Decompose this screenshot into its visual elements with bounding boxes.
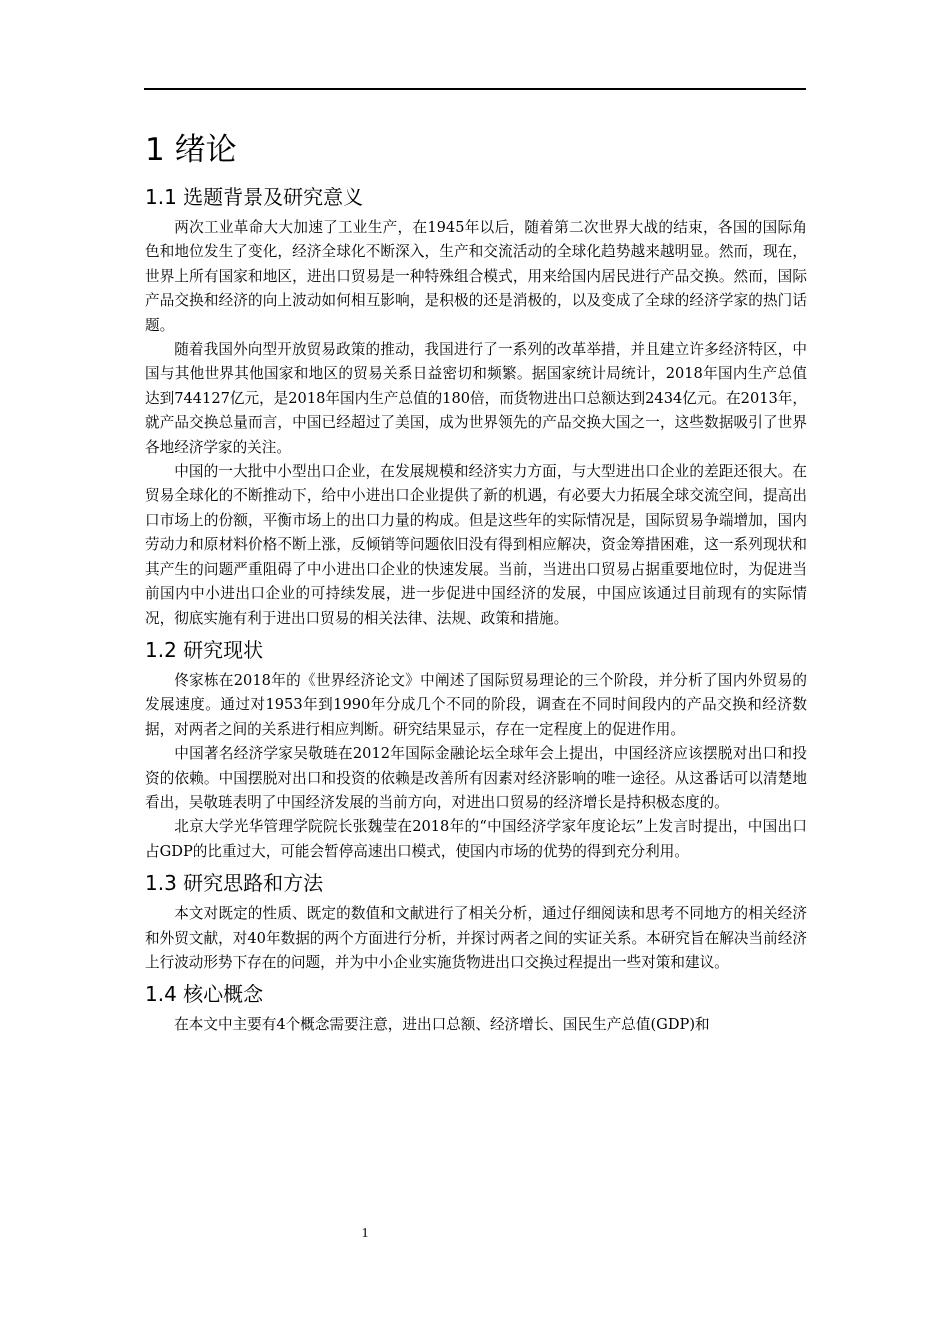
section-heading-1-2: 1.2 研究现状 (145, 637, 264, 662)
section-heading-1-4: 1.4 核心概念 (145, 982, 264, 1007)
section-heading-1-3: 1.3 研究思路和方法 (145, 871, 324, 896)
page-number: 1 (361, 1226, 369, 1241)
page-body (145, 124, 807, 1038)
paragraph: 在本文中主要有4个概念需要注意，进出口总额、经济增长、国民生产总值(GDP)和 (174, 1016, 710, 1034)
paragraph: 两次工业革命大大加速了工业生产，在1945年以后，随着第二次世界大战的结束，各国的国际角色和地位发生了变化，经济全球化不断深入，生产和交流活动的全球化趋势越来越明显。然而，现在，世界上所有国家和地区，进出口贸易是一种特殊组合模式，用来给国内居民进行产品交换。然而，国际产品交换和经济的向上波动如何相互影响，是积极的还是消极的，以及变成了全球的经济学家的热门话题。 (145, 219, 807, 334)
header-rule (144, 88, 806, 90)
paragraph: 本文对既定的性质、既定的数值和文献进行了相关分析，通过仔细阅读和思考不同地方的相关经济和外贸文献，对40年数据的两个方面进行分析，并探讨两者之间的实证关系。本研究旨在解决当前经济上行波动形势下存在的问题，并为中小企业实施货物进出口交换过程提出一些对策和建议。 (145, 905, 807, 971)
paragraph: 随着我国外向型开放贸易政策的推动，我国进行了一系列的改革举措，并且建立许多经济特区，中国与其他世界其他国家和地区的贸易关系日益密切和频繁。据国家统计局统计，2018年国内生产总值达到744127亿元，是2018年国内生产总值的180倍，而货物进出口总额达到2434亿元。在2013年，就产品交换总量而言，中国已经超过了美国，成为世界领先的产品交换大国之一，这些数据吸引了世界各地经济学家的关注。 (145, 341, 807, 456)
paragraph: 中国著名经济学家吴敬琏在2012年国际金融论坛全球年会上提出，中国经济应该摆脱对出口和投资的依赖。中国摆脱对出口和投资的依赖是改善所有因素对经济影响的唯一途径。从这番话可以清楚地看出，吴敬琏表明了中国经济发展的当前方向，对进出口贸易的经济增长是持积极态度的。 (145, 745, 807, 811)
chapter-title: 1 绪论 (145, 132, 237, 168)
paragraph: 中国的一大批中小型出口企业，在发展规模和经济实力方面，与大型进出口企业的差距还很大。在贸易全球化的不断推动下，给中小进出口企业提供了新的机遇，有必要大力拓展全球交流空间，提高出口市场上的份额，平衡市场上的出口力量的构成。但是这些年的实际情况是，国际贸易争端增加，国内劳动力和原材料价格不断上涨，反倾销等问题依旧没有得到相应解决，资金筹措困难，这一系列现状和其产生的问题严重阻碍了中小进出口企业的快速发展。当前，当进出口贸易占据重要地位时，为促进当前国内中小进出口企业的可持续发展，进一步促进中国经济的发展，中国应该通过目前现有的实际情况，彻底实施有利于进出口贸易的相关法律、法规、政策和措施。 (145, 463, 807, 627)
paragraph: 北京大学光华管理学院院长张魏莹在2018年的“中国经济学家年度论坛”上发言时提出，中国出口占GDP的比重过大，可能会暂停高速出口模式，使国内市场的优势的得到充分利用。 (145, 818, 807, 860)
paragraph: 佟家栋在2018年的《世界经济论文》中阐述了国际贸易理论的三个阶段，并分析了国内外贸易的发展速度。通过对1953年到1990年分成几个不同的阶段，调查在不同时间段内的产品交换和经济数据，对两者之间的关系进行相应判断。研究结果显示，存在一定程度上的促进作用。 (145, 671, 807, 738)
section-heading-1-1: 1.1 选题背景及研究意义 (145, 185, 364, 209)
